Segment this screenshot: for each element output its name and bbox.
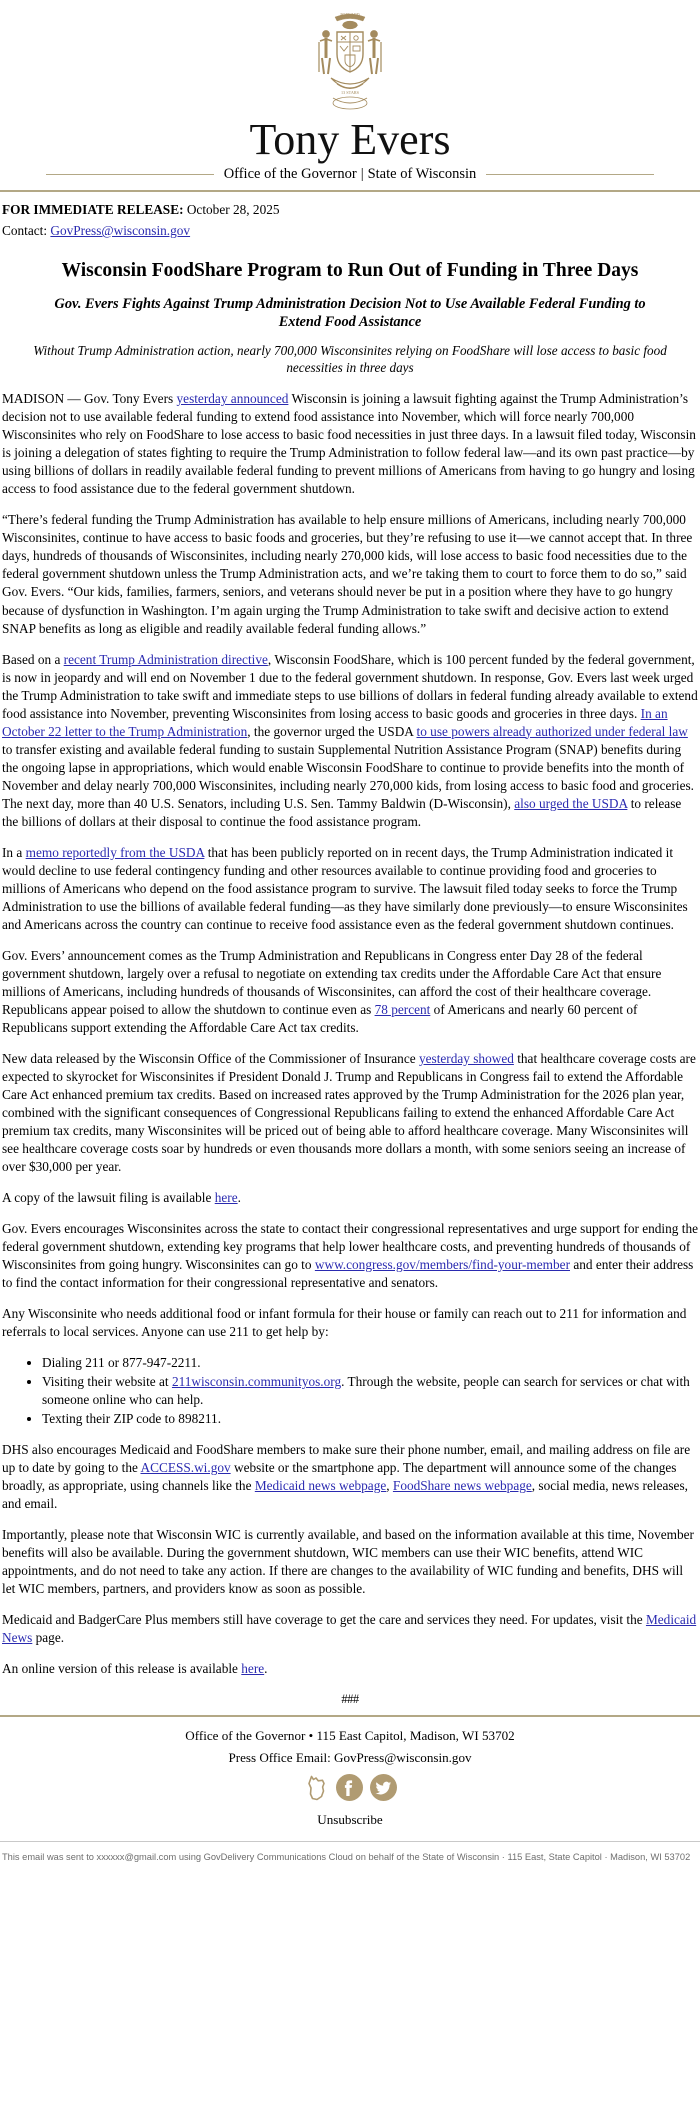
lawsuit-text-a: A copy of the lawsuit filing is available [2,1189,215,1205]
state-label: State of Wisconsin [367,166,477,182]
shutdown-text-b: of Americans and nearly 60 percent of Republicans support extending the Affordable Care Act tax credits. [2,1001,638,1035]
congress-text-b: and enter their address to find the contact information for their congressional representative and senators. [2,1257,694,1291]
help-211-list [2,1354,698,1428]
directive-text-b: , Wisconsin FoodShare, which is 100 percent funded by the federal government, is now in jeopardy and will end on November 1 due to the federal government shutdown. In response, Gov. Evers last week urged the Trump Administration to take swift and immediate steps to use billions of dollars in federal funding already available to extend food assistance into November, preventing Wisconsinites from losing access to basic goods and groceries in three days. [2,651,698,721]
insurance-text-b: that healthcare coverage costs are expected to skyrocket for Wisconsinites if President Donald J. Trump and Republicans in Congress fail to extend the Affordable Care Act enhanced premium tax credits. Based on increased rates approved by the Trump Administration for the 2026 plan year, combined with the significant consequences of Congressional Republicans failing to extend the enhanced Affordable Care Act premium tax credits, many Wisconsinites will be priced out of being able to afford healthcare coverage. Many Wisconsinites will see healthcare coverage costs soar by hundreds or even thousands more dollars a month, with some seniors seeing an increase of over $30,000 per year. [2,1050,696,1174]
bullet-1-pre: Visiting their website at [42,1374,172,1390]
masthead-office [224,165,477,184]
legal-disclaimer: This email was sent to xxxxxx@gmail.com using GovDelivery Communications Cloud on behalf of the State of Wisconsin · 115 East, State Capitol · Madison, WI 53702 [2,1852,691,1863]
list-item [42,1410,698,1428]
lede-text-a: MADISON — Gov. Tony Evers [2,391,177,407]
lawsuit-text-b: . [237,1189,241,1205]
masthead-divider-rule [0,190,700,192]
wisconsin-outline-icon [304,1774,329,1802]
online-text-a: An online version of this release is available [2,1661,242,1677]
contact-line [2,222,698,240]
badgercare-text-b: page. [32,1630,65,1646]
yesterday-showed-link[interactable]: yesterday showed [418,1050,514,1066]
paragraph-dhs-access [2,1441,698,1513]
memo-text-b: that has been publicly reported on in recent days, the Trump Administration indicated it would decline to use federal contingency funding and other resources available to continue providing food and groceries to millions of Americans who depend on the food assistance program to survive. The lawsuit filed today seeks to force the Trump Administration to use the billions of available federal funding—as they have similarly done previously—to ensure Wisconsinites and Americans across the country can continue to receive food assistance even as the federal government shutdown continues. [2,844,688,932]
contact-email-link[interactable]: GovPress@wisconsin.gov [50,222,191,238]
paragraph-lawsuit-copy [2,1189,698,1207]
october-22-letter-link[interactable]: In an October 22 letter to the Trump Administration [2,705,668,739]
paragraph-insurance-data [2,1050,698,1176]
congress-text-a: Gov. Evers encourages Wisconsinites across the state to contact their congressional representatives and urge support for ending the federal government shutdown, extending key programs that help lower healthcare costs, and preventing hundreds of thousands of Wisconsinites from going hungry. Wisconsinites can go to [2,1220,698,1272]
unsubscribe-link[interactable]: Unsubscribe [317,1811,383,1827]
senators-urged-usda-link[interactable]: also urged the USDA [514,795,628,811]
medicaid-news-webpage-link[interactable]: Medicaid news webpage [254,1478,387,1494]
medicaid-news-link[interactable]: Medicaid News [2,1612,697,1646]
directive-text-e: to release the billions of dollars at their disposal to continue the food assistance program. [2,795,682,829]
immediate-release-line [2,201,698,219]
svg-text:FORWARD: FORWARD [340,12,360,17]
release-body [0,390,700,1678]
release-date: October 28, 2025 [183,202,280,218]
insurance-text-a: New data released by the Wisconsin Office of the Commissioner of Insurance [2,1050,419,1066]
bullet-2-pre: Texting their ZIP code to 898211. [42,1411,222,1427]
social-links [0,1774,700,1802]
lawsuit-filing-here-link[interactable]: here [214,1189,238,1205]
directive-text-d: to transfer existing and available federal funding to sustain Supplemental Nutrition Assistance Program (SNAP) benefits during the ongoing lapse in appropriations, which would enable Wisconsin FoodShare to continue to provide benefits into the month of November and delay nearly 700,000 Wisconsinites, including nearly 270,000 kids, from losing access to basic food and groceries. The next day, more than 40 U.S. Senators, including U.S. Sen. Tammy Baldwin (D-Wisconsin), [2,741,694,811]
paragraph-211-intro: Any Wisconsinite who needs additional food or infant formula for their house or family can reach out to 211 for information and referrals to local services. Anyone can use 211 to get help by: [2,1306,687,1340]
twitter-icon[interactable] [370,1774,397,1801]
access-wi-gov-link[interactable]: ACCESS.wi.gov [140,1460,231,1476]
email-footer [0,1727,700,1828]
facebook-icon[interactable] [336,1774,363,1801]
masthead-subtitle-row [0,165,700,184]
release-meta [0,201,700,239]
online-version-here-link[interactable]: here [241,1661,265,1677]
masthead-rule-right [486,174,654,175]
usda-memo-link[interactable]: memo reportedly from the USDA [25,844,205,860]
badgercare-text-a: Medicaid and BadgerCare Plus members still have coverage to get the care and services they need. For updates, visit the [2,1612,646,1628]
wisconsin-state-outline-icon[interactable] [304,1774,329,1802]
usda-powers-link[interactable]: to use powers already authorized under federal law [416,723,688,739]
subheadline: Gov. Evers Fights Against Trump Administration Decision Not to Use Available Federal Funding to Extend Food Assistance [54,295,646,331]
list-item [42,1354,698,1372]
bullet-1-post: . Through the website, people can search for services or chat with someone online who can help. [42,1374,690,1408]
page-title: Wisconsin FoodShare Program to Run Out of Funding in Three Days [61,259,639,281]
masthead-divider: | [360,166,364,182]
foodshare-news-webpage-link[interactable]: FoodShare news webpage [392,1478,532,1494]
dhs-text-c: , [386,1478,393,1494]
svg-text:13 STARS: 13 STARS [341,90,359,95]
dhs-text-b: website or the smartphone app. The department will announce some of the changes broadly, as appropriate, using channels like the [2,1460,677,1494]
immediate-release-label: FOR IMMEDIATE RELEASE: [2,202,184,218]
list-item [42,1373,698,1409]
paragraph-shutdown-day28 [2,947,698,1037]
yesterday-announced-link[interactable]: yesterday announced [176,391,289,407]
facebook-glyph-icon [336,1774,363,1801]
contact-label: Contact: [2,222,51,238]
paragraph-usda-memo [2,844,698,934]
bullet-0-pre: Dialing 211 or 877-947-2211. [42,1355,201,1371]
dhs-text-a: DHS also encourages Medicaid and FoodShare members to make sure their phone number, email, and mailing address on file are up to date by going to the [2,1442,691,1476]
footer-address: Office of the Governor • 115 East Capitol, Madison, WI 53702 [185,1727,515,1743]
paragraph-online-version [2,1660,698,1678]
masthead [0,0,700,192]
paragraph-directive [2,651,698,831]
shutdown-text-a: Gov. Evers’ announcement comes as the Trump Administration and Republicans in Congress enter Day 28 of the federal government shutdown, largely over a refusal to negotiate on extending tax credits under the Affordable Care Act that ensure millions of Americans, including hundreds of thousands of Wisconsinites, can afford the cost of their healthcare coverage. Republicans appear poised to allow the shutdown to continue even as [2,947,662,1017]
footer-press-email: Press Office Email: GovPress@wisconsin.gov [228,1750,472,1766]
masthead-rule-left [46,174,214,175]
211wisconsin-link[interactable]: 211wisconsin.communityos.org [171,1374,342,1390]
directive-text-c: , the governor urged the USDA [247,723,417,739]
seventy-eight-percent-link[interactable]: 78 percent [374,1001,431,1017]
deck-text: Without Trump Administration action, nearly 700,000 Wisconsinites relying on FoodShare will lose access to basic food necessities in three days [33,343,667,376]
paragraph-badgercare [2,1611,698,1647]
paragraph-lede [2,390,698,498]
paragraph-governor-quote: “There’s federal funding the Trump Administration has available to help ensure millions of Americans, including nearly 700,000 Wisconsinites, continue to have access to basic foods and groceries, but they’re refusing to use it—we cannot accept that. In three days, hundreds of thousands of Wisconsinites, including nearly 270,000 kids, will lose access to basic food necessities due to the federal government shutdown unless the Trump Administration acts, and we’re taking them to court to force them to do so,” said Gov. Evers. “Our kids, families, farmers, seniors, and veterans should never be put in a position where they have to go hungry because of dysfunction in Washington. I’m again urging the Trump Administration to take swift and decisive action to extend SNAP benefits as long as eligible and readily available federal funding allows.” [2,512,693,636]
directive-text-a: Based on a [2,651,64,667]
online-text-b: . [264,1661,268,1677]
lede-text-b: Wisconsin is joining a lawsuit fighting against the Trump Administration’s decision not to use available federal funding to extend food assistance into November, which will force nearly 700,000 Wisconsinites who rely on FoodShare to lose access to basic food necessities in just three days. In a lawsuit filed today, Wisconsin is joining a delegation of states fighting to require the Trump Administration to follow federal law—and its own past practice—by using billions of dollars in readily available federal funding to prevent millions of Americans from having to go hungry and losing access to food assistance due to the federal government shutdown. [2,391,696,497]
find-your-member-link[interactable]: www.congress.gov/members/find-your-member [314,1257,570,1272]
memo-text-a: In a [2,844,26,860]
dhs-text-d: , social media, news releases, and email. [2,1478,688,1512]
footer-divider-rule [0,1715,700,1717]
office-label: Office of the Governor [223,166,357,182]
wordmark-title: Tony Evers [249,115,451,164]
paragraph-contact-congress [2,1220,698,1292]
unsubscribe-link-row [0,1811,700,1828]
paragraph-wic: Importantly, please note that Wisconsin WIC is currently available, and based on the information available at this time, November benefits will also be available. During the government shutdown, WIC members can use their WIC benefits, attend WIC appointments, and do not need to take any action. If there are changes to the availability of WIC funding and benefits, DHS will let WIC members, partners, and providers know as soon as possible. [2,1527,694,1597]
recent-directive-link[interactable]: recent Trump Administration directive [63,651,268,667]
twitter-bird-icon [370,1774,397,1801]
wisconsin-state-seal-icon [307,8,393,120]
end-mark: ### [341,1692,359,1707]
